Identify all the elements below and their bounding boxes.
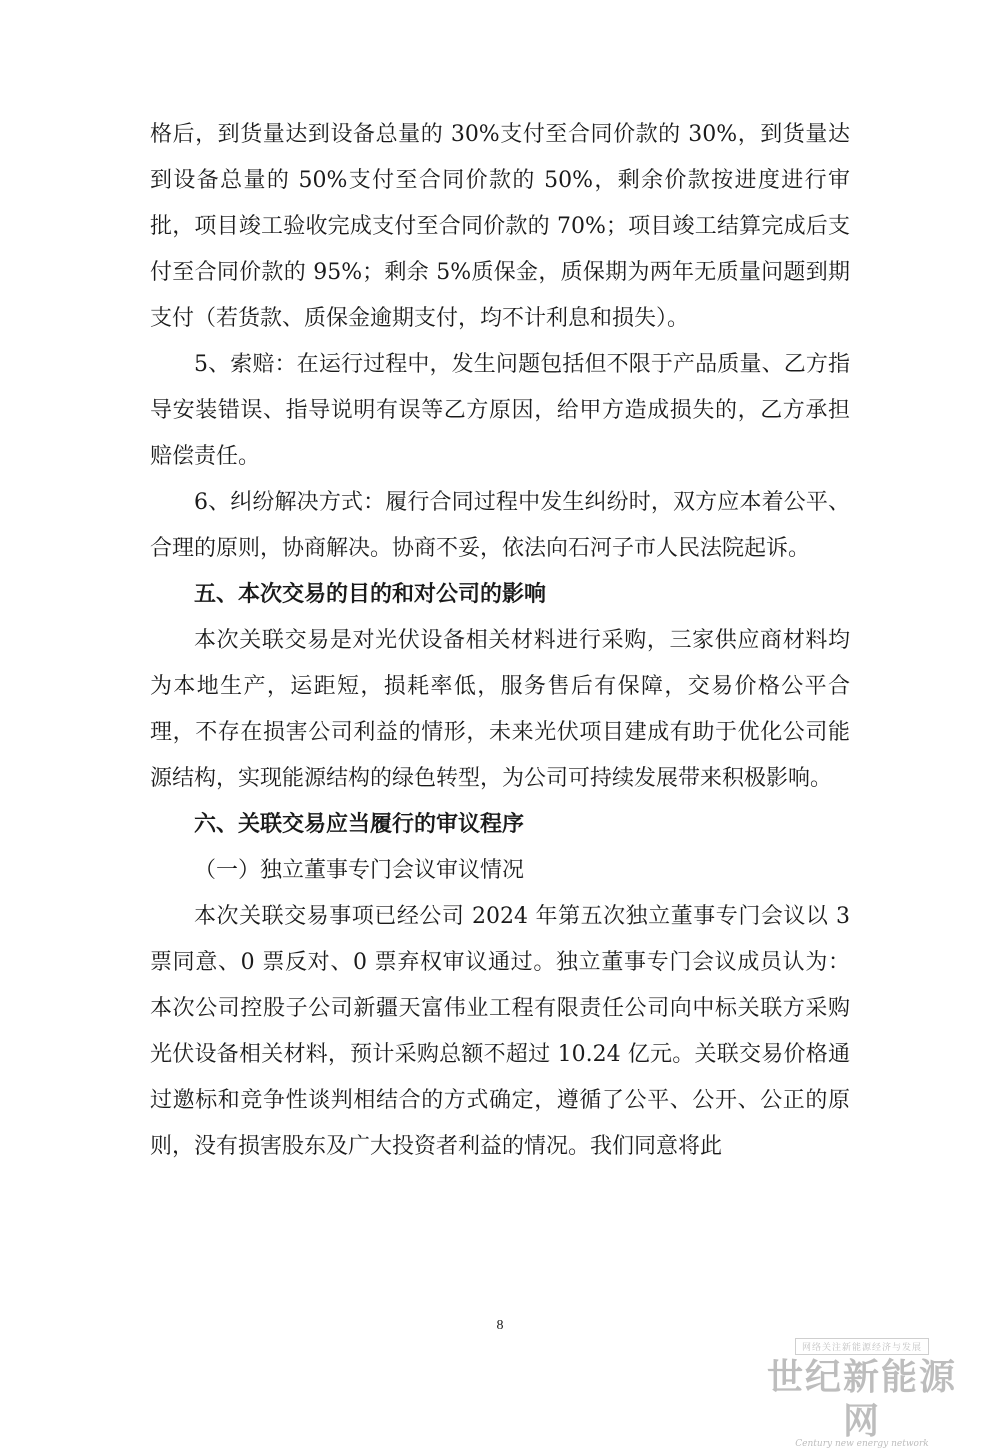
watermark-title: 世纪新能源网 [766,1356,957,1442]
paragraph-independent-directors: 本次关联交易事项已经公司 2024 年第五次独立董事专门会议以 3 票同意、0 票反对、0 票弃权审议通过。独立董事专门会议成员认为：本次公司控股子公司新疆天富伟业工程有限责任公司向中标关联方采购光伏设备相关材料，预计采购总额不超过 10.24 亿元。关联交易价格通过邀标和竞争性谈判相结合的方式确定，遵循了公平、公开、公正的原则，没有损害股东及广大投资者利益的情况。我们同意将此 [150,904,850,1159]
subsection-heading-one: （一）独立董事专门会议审议情况 [194,858,525,883]
page-number: 8 [496,1318,504,1333]
document-body [150,112,850,1170]
section-heading-five: 五、本次交易的目的和对公司的影响 [194,582,547,607]
watermark-subtitle: Century new energy network [795,1439,929,1449]
watermark-logo [752,1335,972,1449]
paragraph-payment-terms: 格后，到货量达到设备总量的 30%支付至合同价款的 30%，到货量达到设备总量的 50%支付至合同价款的 50%，剩余价款按进度进行审批，项目竣工验收完成支付至合同价款的 70%；项目竣工结算完成后支付至合同价款的 95%；剩余 5%质保金，质保期为两年无质量问题到期支付（若货款、质保金逾期支付，均不计利息和损失）。 [150,122,850,331]
section-heading-six: 六、关联交易应当履行的审议程序 [194,812,525,837]
paragraph-dispute-resolution: 6、纠纷解决方式：履行合同过程中发生纠纷时，双方应本着公平、合理的原则，协商解决。协商不妥，依法向石河子市人民法院起诉。 [150,490,850,561]
watermark-tagline: 网络关注新能源经济与发展 [795,1338,929,1355]
paragraph-compensation: 5、索赔：在运行过程中，发生问题包括但不限于产品质量、乙方指导安装错误、指导说明有误等乙方原因，给甲方造成损失的，乙方承担赔偿责任。 [150,352,850,469]
paragraph-transaction-purpose: 本次关联交易是对光伏设备相关材料进行采购，三家供应商材料均为本地生产，运距短，损耗率低，服务售后有保障，交易价格公平合理，不存在损害公司利益的情形，未来光伏项目建成有助于优化公司能源结构，实现能源结构的绿色转型，为公司可持续发展带来积极影响。 [150,628,850,791]
